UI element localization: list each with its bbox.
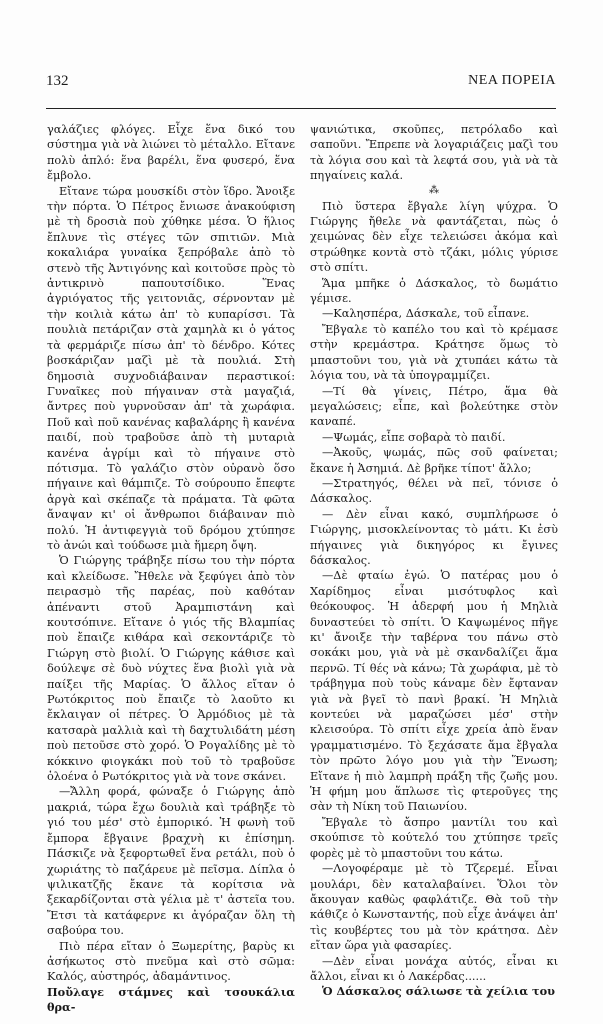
paragraph: γαλάζιες φλόγες. Εἶχε ἕνα δικό του σύστημα γιὰ νὰ λιώνει τὸ μέταλλο. Εἴτανε πολὺ ἁπλό: ἕνα βαρέλι, ἕνα φυσερό, ἕνα ἔμβολο. [47, 123, 295, 183]
paragraph: Ὁ Δάσκαλος σάλιωσε τὰ χείλια του [322, 984, 555, 999]
paragraph: —Στρατηγός, θέλει νὰ πεῖ, τόνισε ὁ Δάσκαλος. [310, 476, 558, 506]
paragraph: —Ἀκοῦς, ψωμάς, πῶς σοῦ φαίνεται; ἔκανε ἡ Ἀσημιά. Δὲ βρῆκε τίποτ' ἄλλο; [310, 446, 558, 475]
paragraph: —Τί θὰ γίνεις, Πέτρο, ἅμα θὰ μεγαλώσεις; εἶπε, καὶ βολεύτηκε στὸν καναπέ. [310, 384, 558, 429]
left-column [47, 122, 295, 1016]
paragraph-continued: Ποὔλαγε στάμνες καὶ τσουκάλια θρα- [47, 984, 295, 1015]
paragraph: —Λογοφέραμε μὲ τὸ Τζερεμέ. Εἶναι μουλάρι, δὲν καταλαβαίνει. Ὅλοι τὸν ἄκουγαν καθὼς φαφλάτιζε. Θὰ τοῦ τὴν κάθιζε ὁ Κωνσταντής, ποὺ εἶχε ἀνάψει ἀπ' τὶς κουβέρτες του μὰ τὸν κράτησα. Δὲν εἴταν ὥρα γιὰ φασαρίες. [310, 862, 558, 953]
paragraph: —Ψωμάς, εἶπε σοβαρὰ τὸ παιδί. [322, 430, 506, 444]
header-rule [46, 108, 556, 109]
paragraph: Πιὸ ὕστερα ἔβγαλε λίγη ψύχρα. Ὁ Γιώργης ἤθελε νὰ φαντάζεται, πὼς ὁ χειμώνας δὲν εἶχε τελειώσει ἀκόμα καὶ στρώθηκε κοντὰ στὸ τζάκι, μόλις γύρισε στὸ σπίτι. [310, 199, 558, 275]
section-break: ⁂ [429, 184, 439, 196]
paragraph: Πιὸ πέρα εἴταν ὁ Ξωμερίτης, βαρὺς κι ἀσήκωτος στὸ πνεῦμα καὶ στὸ σῶμα: Καλός, αὐστηρός, ἀδαμάντινος. [47, 939, 295, 984]
paragraph: —Ἄλλη φορά, φώναξε ὁ Γιώργης ἀπὸ μακριά, τώρα ἔχω δουλιὰ καὶ τράβηξε τὸ γιό του μέσ' στὸ ἐμπορικό. Ἡ φωνὴ τοῦ ἔμπορα ἔβγαινε βραχνὴ κι ἐπίσημη. Πάσκιζε νὰ ξεφορτωθεῖ ἕνα ρετάλι, ποὺ ὁ χωριάτης τὸ παζάρευε μὲ πεῖσμα. Δίπλα ὁ ψιλικατζῆς ἔκανε τὰ κορίτσια νὰ ξεκαρδίζονται στὰ γέλια μὲ τ' ἀστεῖα του. Ἔτσι τὰ κατάφερνε κι ἀγόραζαν ὅλη τὴ σαβούρα του. [47, 785, 295, 938]
page-header [46, 73, 556, 93]
paragraph: —Δὲ φταίω ἐγώ. Ὁ πατέρας μου ὁ Χαρίδημος εἶναι μισότυφλος καὶ θεόκουφος. Ἡ ἀδερφή μου ἡ Μηλιὰ δυναστεύει τὸ σπίτι. Ὁ Καψωμένος πῆγε κι' ἄνοιξε τὴν ταβέρνα του πάνω στὸ σοκάκι μου, γιὰ νὰ μὲ σκανδαλίζει ἅμα περνῶ. Τί θές νὰ κάνω; Τὰ χωράφια, μὲ τὸ τράβηγμα ποὺ τοὺς κάναμε δὲν ἔφταναν γιὰ νὰ βγεῖ τὸ πανὶ βρακί. Ἡ Μηλιὰ κοντεύει νὰ μαραζώσει μέσ' στὴν κλεισούρα. Τὸ σπίτι εἶχε χρεία ἀπὸ ἕναν γραμματισμένο. Τὸ ξεχάσατε ἅμα ἔβγαλα τὸν πρῶτο λόγο μου γιὰ τὴν Ἕνωση; Εἴτανε ἡ πιὸ λαμπρὴ πράξη τῆς ζωῆς μου. Ἡ φήμη μου ἅπλωσε τὶς φτεροῦγες της σὰν τὴ Νίκη τοῦ Παιωνίου. [310, 569, 558, 814]
paragraph: Ἅμα μπῆκε ὁ Δάσκαλος, τὸ δωμάτιο γέμισε. [310, 276, 558, 306]
paragraph: Εἴτανε τώρα μουσκίδι στὸν ἵδρο. Ἄνοιξε τὴν πόρτα. Ὁ Πέτρος ἔνιωσε ἀνακούφιση μὲ τὴ δροσιὰ ποὺ χύθηκε μέσα. Ὁ ἥλιος ἔπλυνε τὶς στέγες τῶν σπιτιῶν. Μιὰ κοκαλιάρα γυναίκα ξεπρόβαλε ἀπὸ τὸ στενὸ τῆς Ἀντιγόνης καὶ κοιτοῦσε πρὸς τὸ ἀντικρινὸ παπουτσίδικο. Ἕνας ἀγριόγατος τῆς γειτονιᾶς, σέρνονταν μὲ τὴν κοιλιὰ κάτω ἀπ' τὸ κυπαρίσσι. Τὰ πουλιὰ πετάριζαν στὰ χαμηλὰ κι ὁ γάτος τὰ φερμάριζε πίσω ἀπ' τὸ δένδρο. Κότες βοσκάριζαν μαζὶ μὲ τὰ πουλιά. Στὴ δημοσιὰ συχνοδιάβαιναν περαστικοί: Γυναῖκες ποὺ πήγαιναν στὰ μαγαζιά, ἄντρες ποὺ γυρνοῦσαν ἀπ' τὰ χωράφια. Ποῦ καὶ ποῦ κανένας καβαλάρης ἢ κανένα παιδί, ποὺ τραβοῦσε ἀπὸ τὴ μυταριὰ κανένα ἀγρίμι καὶ τὸ πήγαινε στὸ πότισμα. Τὸ γαλάζιο στὸν οὐρανὸ ὅσο πήγαινε καὶ θάμπιζε. Τὸ σούρουπο ἔπεφτε ἀργὰ καὶ σκέπαζε τὰ πράματα. Τὰ φῶτα ἄναψαν κι' οἱ ἄνθρωποι διάβαιναν πιὸ πολύ. Ἡ ἀντιφεγγιὰ τοῦ δρόμου χτύπησε τὸ ἀνώι καὶ τούδωσε μιὰ ἥμερη ὄψη. [47, 184, 295, 552]
paragraph: —Δὲν εἶναι μονάχα αὐτός, εἶναι κι ἄλλοι, εἶναι κι ὁ Λακέρδας...... [310, 954, 558, 983]
paragraph: — Δὲν εἶναι κακό, συμπλήρωσε ὁ Γιώργης, μισοκλείνοντας τὸ μάτι. Κι ἐσὺ πήγαινες γιὰ δικηγόρος κι ἔγινες δάσκαλος. [310, 507, 558, 567]
paragraph: Ἔβγαλε τὸ ἄσπρο μαντίλι του καὶ σκούπισε τὸ κούτελό του χτύπησε τρεῖς φορὲς μὲ τὸ μπαστοῦνι του κάτω. [310, 815, 558, 860]
paragraph: Ὁ Γιώργης τράβηξε πίσω του τὴν πόρτα καὶ κλείδωσε. Ἤθελε νὰ ξεφύγει ἀπὸ τὸν πειρασμὸ τῆς παρέας, ποὺ καθόταν ἀπέναντι στοῦ Ἀραμπιστάνη καὶ κουτσόπινε. Εἴτανε ὁ γιός τῆς Βλαμπίας ποὺ ἔπαιζε κιθάρα καὶ σεκοντάριζε τὸ Γιώργη στὸ βιολί. Ὁ Γιώργης κάθισε καὶ δούλεψε σὲ δυὸ νύχτες ἕνα βιολὶ γιὰ νὰ παίξει τῆς Μαρίας. Ὁ ἄλλος εἴταν ὁ Ρωτόκριτος ποὺ ἔπαιζε τὸ λαοῦτο κι ἔκλαιγαν οἱ πέτρες. Ὁ Ἀρμόδιος μὲ τὰ κατσαρὰ μαλλιὰ καὶ τὴ δαχτυλιδάτη μέση ποὺ πετοῦσε στὸ χορό. Ὁ Ρογαλίδης μὲ τὸ κόκκινο φιογκάκι ποὺ τοῦ τὸ τραβοῦσε ὁλοένα ὁ Ρωτόκριτος γιὰ νὰ τονε σκάνει. [47, 554, 295, 784]
paragraph: —Καλησπέρα, Δάσκαλε, τοῦ εἶπανε. [322, 307, 530, 321]
paragraph: ψανιώτικα, σκοῦπες, πετρόλαδο καὶ σαποῦνι. Ἔπρεπε νὰ λογαριάζεις μαζὶ του τὰ λόγια σου καὶ τὰ λεφτά σου, γιὰ νὰ τὰ πηγαίνεις καλά. [310, 123, 558, 183]
paragraph: Ἔβγαλε τὸ καπέλο του καὶ τὸ κρέμασε στὴν κρεμάστρα. Κράτησε ὅμως τὸ μπαστοῦνι του, γιὰ νὰ χτυπάει κάτω τὰ λόγια του, νὰ τὰ ὑπογραμμίζει. [310, 322, 558, 383]
page-number: 132 [46, 73, 69, 89]
right-column [310, 122, 558, 1000]
running-title: ΝΕΑ ΠΟΡΕΙΑ [468, 73, 556, 88]
